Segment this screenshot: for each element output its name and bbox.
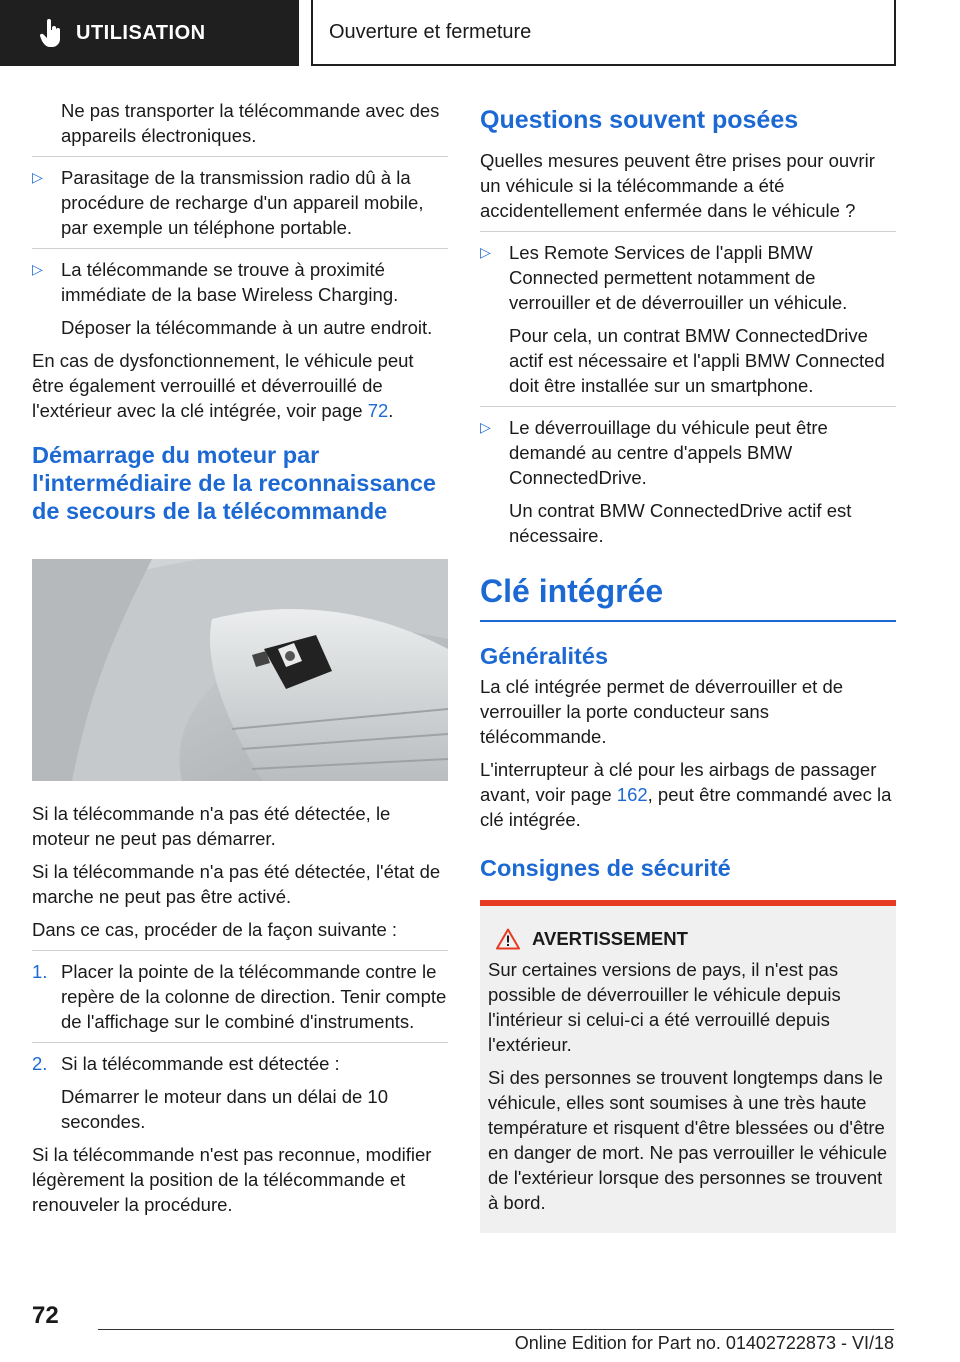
paragraph: En cas de dysfonctionnement, le véhicule peut être également verrouillé et déverrouillé de l'extérieur avec la clé intégrée, voir page 72. [32,350,414,421]
chapter-heading: Clé intégrée [480,573,664,609]
paragraph: Si la télécommande n'est pas reconnue, modifier légèrement la position de la télécommande et renouveler la procédure. [32,1144,432,1215]
list-item: ▷ Les Remote Services de l'appli BMW Connected permettent notamment de verrouiller et de déverrouiller un véhicule. Pour cela, un contrat BMW ConnectedDrive actif est nécessaire et l'appli BMW Connected doit être installée sur un smartphone. [480,240,896,398]
heading-rule [480,620,896,622]
list-item: ▷ Parasitage de la transmission radio dû à la procédure de recharge d'un appareil mobile, par exemple un téléphone portable. [32,167,424,238]
page-link[interactable]: 162 [616,784,648,805]
list-item-continuation: Un contrat BMW ConnectedDrive actif est nécessaire. [509,500,852,546]
intro-text: Ne pas transporter la télécommande avec des appareils électroniques. [61,100,440,146]
triangle-bullet-icon: ▷ [480,419,491,435]
step-number: 2. [32,1053,48,1074]
divider [480,406,896,407]
footer-rule [98,1329,894,1330]
divider [32,950,448,951]
page-number: 72 [32,1302,59,1329]
right-column [480,98,896,1233]
list-item-continuation: Déposer la télécommande à un autre endroit. [61,317,433,338]
numbered-step: 1. Placer la pointe de la télécommande contre le repère de la colonne de direction. Tenir compte de l'affichage sur le combiné d'instruments. [32,961,447,1032]
steering-column-key-photo [32,559,448,781]
triangle-bullet-icon: ▷ [32,169,43,185]
step-continuation: Démarrer le moteur dans un délai de 10 secondes. [61,1086,389,1132]
left-column [32,98,448,1225]
warning-text: Sur certaines versions de pays, il n'est pas possible de déverrouiller le véhicule depuis l'intérieur si celui-ci a été verrouillé depuis l'extérieur. [488,959,841,1055]
paragraph: Si la télécommande n'a pas été détectée, le moteur ne peut pas démarrer. [32,803,391,849]
section-title: UTILISATION [76,21,206,44]
warning-triangle-icon [496,928,520,950]
faq-question: Quelles mesures peuvent être prises pour ouvrir un véhicule si la télécommande a été accidentellement enfermée dans le véhicule ? [480,150,875,221]
triangle-bullet-icon: ▷ [480,244,491,260]
paragraph: Si la télécommande n'a pas été détectée, l'état de marche ne peut pas être activé. [32,861,441,907]
warning-text: Si des personnes se trouvent longtemps dans le véhicule, elles sont soumises à une très haute température et risquent d'être blessées ou d'être en danger de mort. Ne pas verrouiller le véhicule de l'extérieur lorsque des personnes se trouvent à bord. [488,1067,887,1213]
warning-title: AVERTISSEMENT [488,926,888,951]
chapter-title: Ouverture et fermeture [329,20,532,43]
paragraph: Dans ce cas, procéder de la façon suivante : [32,919,398,940]
subsection-heading: Consignes de sécurité [480,855,731,881]
divider [32,1042,448,1043]
divider [480,231,896,232]
numbered-step: 2. Si la télécommande est détectée : Démarrer le moteur dans un délai de 10 secondes. [32,1051,448,1134]
hand-pointer-icon [40,19,62,47]
divider [32,156,448,157]
divider [32,248,448,249]
list-item: ▷ La télécommande se trouve à proximité immédiate de la base Wireless Charging. Déposer la télécommande à un autre endroit. [32,257,448,340]
section-tab[interactable] [0,0,299,66]
page-link[interactable]: 72 [367,400,389,421]
list-item: ▷ Le déverrouillage du véhicule peut être demandé au centre d'appels BMW ConnectedDrive. Un contrat BMW ConnectedDrive actif est nécessaire. [480,415,896,548]
warning-box [480,900,896,1233]
paragraph: La clé intégrée permet de déverrouiller et de verrouiller la porte conducteur sans télécommande. [480,676,844,747]
faq-heading: Questions souvent posées [480,106,799,134]
page-header [0,0,960,66]
edition-text: Online Edition for Part no. 01402722873 - VI/18 [514,1333,894,1353]
triangle-bullet-icon: ▷ [32,261,43,277]
section-heading: Démarrage du moteur par l'intermédiaire de la reconnaissance de secours de la télécommande [32,442,436,524]
paragraph: L'interrupteur à clé pour les airbags de passager avant, voir page 162, peut être commandé avec la clé intégrée. [480,759,892,830]
subsection-heading: Généralités [480,643,609,669]
chapter-tab[interactable] [311,0,896,66]
step-number: 1. [32,961,48,982]
list-item-continuation: Pour cela, un contrat BMW ConnectedDrive actif est nécessaire et l'appli BMW Connected doit être installée sur un smartphone. [509,325,885,396]
page-footer [0,1290,960,1362]
